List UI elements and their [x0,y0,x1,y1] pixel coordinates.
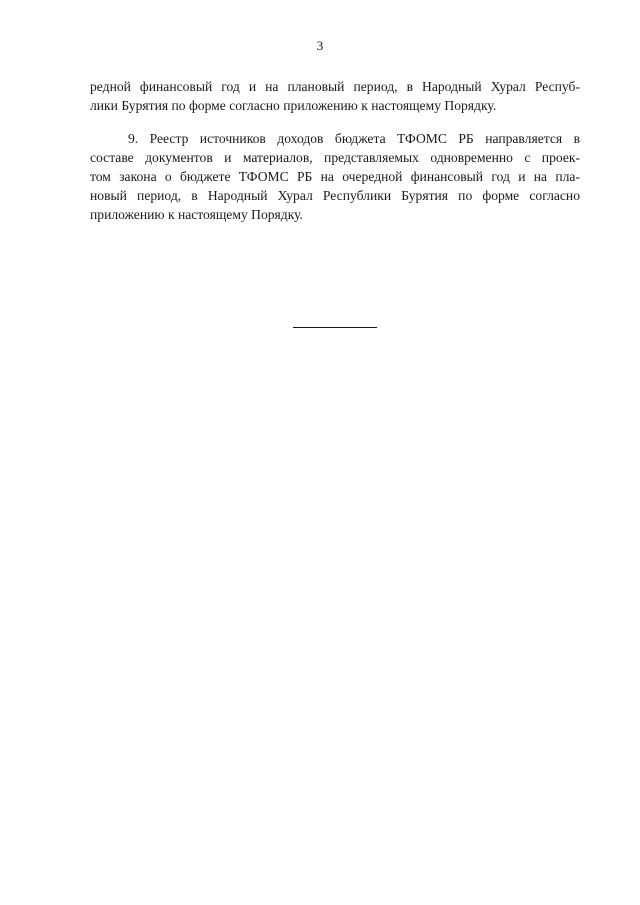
end-of-document-rule [293,327,377,328]
paragraph-line: том закона о бюджете ТФОМС РБ на очередной финансовый год и на пла- [90,169,580,184]
paragraph-item-9 [90,129,580,224]
paragraph-line: редной финансовый год и на плановый период, в Народный Хурал Респуб- [90,79,580,94]
paragraph-continuation [90,77,580,115]
paragraph-line: лики Бурятия по форме согласно приложению к настоящему Порядку. [90,98,497,113]
paragraph-line: новый период, в Народный Хурал Республики Бурятия по форме согласно [90,188,580,203]
paragraph-line: приложению к настоящему Порядку. [90,207,303,222]
paragraph-line: 9. Реестр источников доходов бюджета ТФОМС РБ направляется в [128,131,580,146]
paragraph-line: составе документов и материалов, представляемых одновременно с проек- [90,150,580,165]
page-number: 3 [316,38,324,53]
